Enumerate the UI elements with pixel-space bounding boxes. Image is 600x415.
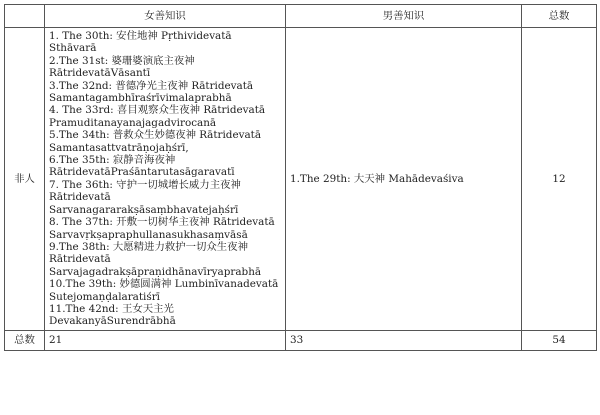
female-item: 1. The 30th: 安住地神 Pṛthividevatā Sthāvarā bbox=[49, 30, 232, 55]
male-item: 1.The 29th: 大天神 Mahādevaśiva bbox=[290, 172, 464, 185]
female-item: 10.The 39th: 妙德圆满神 Lumbinīvanadevatā Sutejomaṇḍalaratiśrī bbox=[49, 278, 279, 303]
female-item: 11.The 42nd: 王女天主光 DevakanyāSurendrābhā bbox=[49, 302, 176, 328]
header-male: 男善知识 bbox=[286, 5, 522, 28]
female-item: 2.The 31st: 婆珊婆演底主夜神 RātridevatāVāsantī bbox=[49, 54, 195, 80]
female-item: 4. The 33rd: 喜目观察众生夜神 Rātridevatā Pramuditanayanajagadvirocanā bbox=[49, 104, 266, 129]
table-row-total bbox=[5, 330, 597, 350]
female-item: 3.The 32nd: 普德净光主夜神 Rātridevatā Samantagambhīraśrīvimalaprabhā bbox=[49, 79, 254, 105]
header-row bbox=[5, 5, 597, 28]
female-item: 6.The 35th: 寂静音海夜神 RātridevatāPraśāntarutasāgaravatī bbox=[49, 154, 235, 179]
female-cell bbox=[45, 28, 286, 331]
grand-total: 54 bbox=[522, 330, 597, 350]
row-label-total: 总数 bbox=[5, 330, 45, 350]
table-row-nonhuman bbox=[5, 28, 597, 331]
total-male: 33 bbox=[286, 330, 522, 350]
female-item: 9.The 38th: 大愿精进力救护一切众生夜神 Rātridevatā Sarvajagadrakṣāpraṇidhānavīryaprabhā bbox=[49, 240, 262, 278]
total-female: 21 bbox=[45, 330, 286, 350]
female-item: 8. The 37th: 开敷一切树华主夜神 Rātridevatā Sarvavṛkṣapraphullanasukhasaṃvāsā bbox=[49, 216, 275, 241]
female-item: 5.The 34th: 普救众生妙德夜神 Rātridevatā Samantasattvatrāṇojaḥśrī, bbox=[49, 129, 262, 154]
male-cell bbox=[286, 28, 522, 331]
header-total: 总数 bbox=[522, 5, 597, 28]
row-label-nonhuman: 非人 bbox=[5, 28, 45, 331]
row-total-nonhuman: 12 bbox=[522, 28, 597, 331]
header-female: 女善知识 bbox=[45, 5, 286, 28]
deity-table bbox=[4, 4, 597, 351]
female-item: 7. The 36th: 守护一切城增长威力主夜神 Rātridevatā Sarvanagararakṣāsaṃbhavatejaḥśrī bbox=[49, 178, 241, 216]
header-blank bbox=[5, 5, 45, 28]
